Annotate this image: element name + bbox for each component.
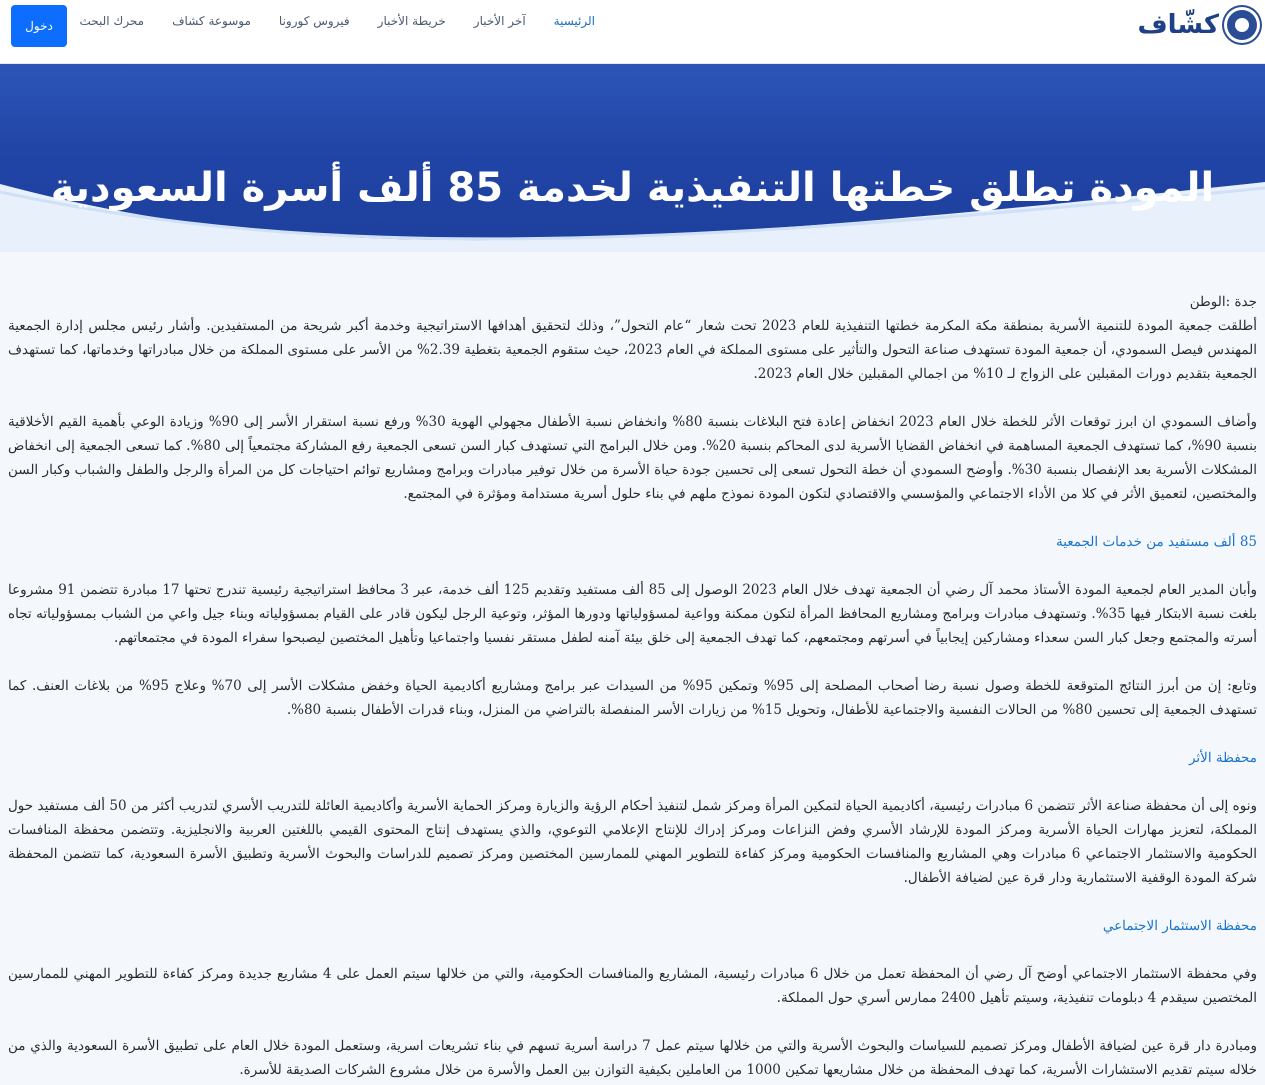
main-nav xyxy=(51,14,595,28)
article-hero xyxy=(0,64,1265,252)
article-byline: جدة :الوطن xyxy=(1189,294,1257,310)
nav-search-engine[interactable]: محرك البحث xyxy=(79,14,145,28)
article-paragraph: وتابع: إن من أبرز النتائج المتوقعة للخطة وصول نسبة رضا أصحاب المصلحة إلى 95% وتمكين 95% من السيدات عبر برامج ومشاريع أكاديمية الحياة وخفض مشكلات الأسر إلى 70% وعلاج 95% من بلاغات العنف. كما تستهدف الجمعية إلى تحسين 80% من الحالات النفسية والاجتماعية للأطفال، وتحويل 15% من زيارات الأسر المنفصلة بالتراضي من المنزل، وبناء قدرات الأطفال بنسبة 80%. xyxy=(8,678,1257,718)
article-paragraph: وأضاف السمودي ان ابرز توقعات الأثر للخطة خلال العام 2023 انخفاض إعادة فتح البلاغات بنسبة 80% وانخفاض نسبة الأطفال مجهولي الهوية 30% ورفع نسبة استقرار الأسر إلى 90% وزيادة الوعي بأهمية القيم الأخلاقية بنسبة 90%، كما تستهدف الجمعية المساهمة في انخفاض القضايا الأسرية لدى المحاكم بنسبة 20%. ومن خلال البرامج التي تستهدف كبار السن تسعى الجمعية رفع المشاركة مجتمعياً إلى 80%. كما تسعى الجمعية إلى انخفاض المشكلات الأسرية بعد الإنفصال بنسبة 30%. وأوضح السمودي أن خطة التحول تسعى إلى تحسين جودة حياة الأسرة من خلال توفير مبادرات وبرامج ومشاريع توائم احتياجات كل من المرأة والرجل والطفل والشباب وكبار السن والمختصين، لتعميق الأثر في كلا من الأداء الاجتماعي والمؤسسي والاقتصادي لتكون المودة نموذج ملهم في بناء حلول أسرية مستدامة ومؤثرة في المجتمع. xyxy=(8,414,1258,502)
article-paragraph: ومبادرة دار قرة عين لضيافة الأطفال ومركز تصميم للسياسات والبحوث الأسرية والتي من خلالها سيتم عمل 7 دراسة أسرية تسهم في بناء تشريعات اسرية، وستعمل المودة خلال العام على تطبيق الأسرة السعودية والذي من خلاله سيتم تقديم الاستشارات الأسرية، كما تهدف المحفظة من خلال مشاريعها تمكين 1000 من العاملين بكيفية التوازن بين العمل والأسرة من خلال مشروع الشركات الصديقة للأسرة. xyxy=(8,1038,1257,1078)
section-heading-beneficiaries: 85 ألف مستفيد من خدمات الجمعية xyxy=(1055,534,1257,550)
article-title: المودة تطلق خطتها التنفيذية لخدمة 85 ألف أسرة السعودية xyxy=(50,164,1215,211)
article-paragraph: وأبان المدير العام لجمعية المودة الأستاذ محمد آل رضي أن الجمعية تهدف خلال العام 2023 الوصول إلى 85 ألف مستفيد وتقديم 125 ألف خدمة، عبر 3 محافظ استراتيجية رئيسية تندرج تحتها 17 مبادرة تتضمن 91 مشروعا بلغت نسبة الابتكار فيها 35%. وتستهدف مبادرات وبرامج ومشاريع المحافظ المرأة لتكون ممكنة وواعية لمسؤولياتها ودورها المؤثر، وتوعية الرجل ليكون قادر على القيام بمسؤولياته وبناء جيل واعي من الشباب بمسؤولياته تجاه أسرته والمجتمع وجعل كبار السن سعداء ومشاركين إيجابياً في أسرتهم ومجتمعهم، كما تهدف الجمعية إلى خلق بيئة آمنه لطفل مستقر نفسيا واجتماعيا وتأهيل المختصين ليصبحوا سفراء المودة في مجتمعاتهم. xyxy=(8,582,1257,646)
top-navbar xyxy=(0,0,1265,64)
brand-logo[interactable] xyxy=(1137,10,1257,40)
hero-wave-decoration xyxy=(0,64,1265,252)
nav-coronavirus[interactable]: فيروس كورونا xyxy=(278,14,350,28)
section-heading-impact-portfolio: محفظة الأثر xyxy=(1188,750,1257,766)
nav-encyclopedia[interactable]: موسوعة كشاف xyxy=(172,14,251,28)
article-paragraph: أطلقت جمعية المودة للتنمية الأسرية بمنطقة مكة المكرمة خطتها التنفيذية للعام 2023 تحت شعار “عام التحول”، وذلك لتحقيق أهدافها الاستراتيجية وخدمة أكبر شريحة من المستفيدين. وأشار رئيس مجلس إدارة الجمعية المهندس فيصل السمودي، أن جمعية المودة تستهدف صناعة التحول والتأثير على مستوى المملكة في العام 2023، حيث ستقوم الجمعية بتغطية 2.39% من الأسر على مستوى المملكة من خلال مبادراتها وخدماتها، كما تستهدف الجمعية بتقديم دورات المقبلين على الزواج لـ 10% من اجمالي المقبلين خلال العام 2023. xyxy=(8,318,1257,382)
nav-home[interactable]: الرئيسية xyxy=(553,14,595,28)
logo-text: كشّاف xyxy=(1137,10,1219,40)
section-heading-social-investment: محفظة الاستثمار الاجتماعي xyxy=(1102,918,1257,934)
article-paragraph: وفي محفظة الاستثمار الاجتماعي أوضح آل رضي أن المحفظة تعمل من خلال 6 مبادرات رئيسية، المشاريع والمنافسات الحكومية، والتي من خلالها سيتم العمل على 4 مشاريع جديدة ومركز كفاءة للتطوير المهني للممارسين المختصين سيقدم 4 دبلومات تنفيذية، وسيتم تأهيل 2400 ممارس أسري حول المملكة. xyxy=(8,966,1257,1006)
article-body xyxy=(0,252,1265,1085)
gear-logo-icon xyxy=(1227,10,1257,40)
nav-latest-news[interactable]: آخر الأخبار xyxy=(473,14,526,28)
login-button[interactable]: دخول xyxy=(11,5,67,47)
nav-news-map[interactable]: خريطة الأخبار xyxy=(377,14,446,28)
article-paragraph: ونوه إلى أن محفظة صناعة الأثر تتضمن 6 مبادرات رئيسية، أكاديمية الحياة لتمكين المرأة ومركز شمل لتنفيذ أحكام الرؤية والزيارة ومركز الحماية الأسرية وأكاديمية العائلة للتدريب الأسري لتدريب أكثر من 50 ألف مستفيد حول المملكة، لتعزيز مهارات الحياة الأسرية ومركز المودة للإرشاد الأسري وفض النزاعات ومركز إدراك للإنتاج الإعلامي التوعوي، والذي يستهدف إنتاج المحتوى القيمي باللغتين العربية والانجليزية. وتتضمن محفظة المنافسات الحكومية والاستثمار الاجتماعي 6 مبادرات وهي المشاريع والمنافسات الحكومية ومركز كفاءة للتطوير المهني للممارسين المختصين ومركز تصميم للدراسات والبحوث الأسرية وتطبيق الأسرة السعودية، كما تتضمن المحفظة شركة المودة الوقفية الاستثمارية ودار قرة عين لضيافة الأطفال. xyxy=(8,798,1257,886)
